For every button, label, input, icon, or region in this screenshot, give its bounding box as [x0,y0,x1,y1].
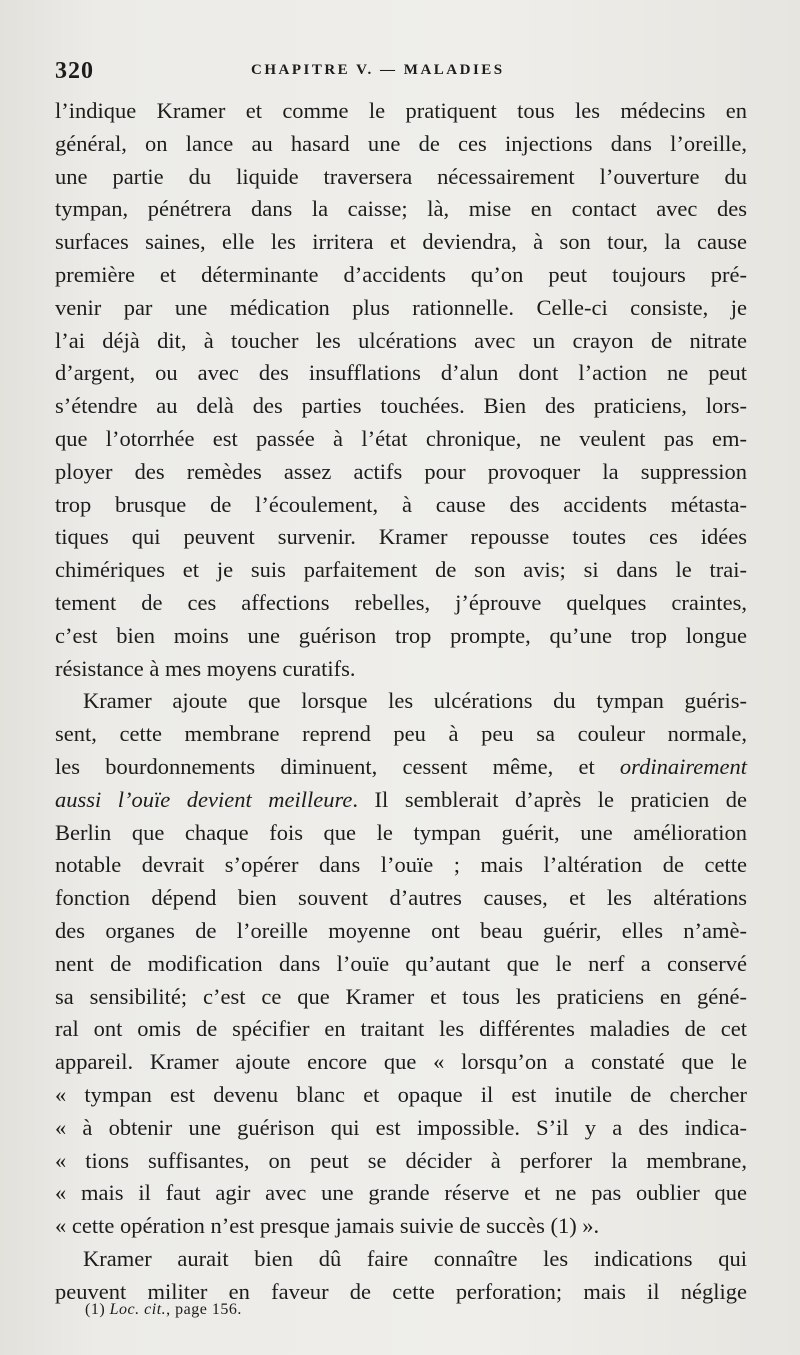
footnote-page-ref: , page 156. [166,1301,242,1318]
text-line: l’indique Kramer et comme le pratiquent tous les médecins en [55,98,747,123]
text-line: appareil. Kramer ajoute encore que « lorsqu’on a constaté que le [55,1049,747,1075]
body-text [55,95,747,1308]
text-line: sent, cette membrane reprend peu à peu sa couleur normale, [55,721,747,747]
footnote-citation: Loc. cit. [109,1301,167,1318]
text-line: Kramer aurait bien dû faire connaître les indications qui [83,1245,747,1271]
text-line: peuvent militer en faveur de cette perforation; mais il néglige [55,1278,747,1304]
text-line: que l’otorrhée est passée à l’état chronique, ne veulent pas em- [55,425,747,451]
text-line: c’est bien moins une guérison trop prompte, qu’une trop longue [55,622,747,648]
text-line-mixed [55,751,747,784]
text-segment: les bourdonnements diminuent, cessent même, et [55,753,620,779]
italic-phrase: aussi l’ouïe devient meilleure [55,786,353,812]
text-line: l’ai déjà dit, à toucher les ulcérations avec un crayon de nitrate [55,327,747,353]
text-line: « cette opération n’est presque jamais suivie de succès (1) ». [55,1213,600,1239]
text-line: fonction dépend bien souvent d’autres causes, et les altérations [55,885,747,911]
text-line: ployer des remèdes assez actifs pour provoquer la suppression [55,458,747,484]
footnote [85,1301,242,1319]
text-line: tement de ces affections rebelles, j’éprouve quelques craintes, [55,589,747,615]
text-line: tympan, pénétrera dans la caisse; là, mise en contact avec des [55,196,747,222]
text-line: sa sensibilité; c’est ce que Kramer et tous les praticiens en géné- [55,983,747,1009]
text-line: « mais il faut agir avec une grande réserve et ne pas oublier que [55,1180,747,1206]
text-line: première et déterminante d’accidents qu’on peut toujours pré- [55,261,747,287]
page-header [55,52,755,88]
text-line: « tympan est devenu blanc et opaque il est inutile de chercher [55,1081,747,1107]
text-line: notable devrait s’opérer dans l’ouïe ; mais l’altération de cette [55,852,747,878]
text-line: Berlin que chaque fois que le tympan guérit, une amélioration [55,819,747,845]
text-line: général, on lance au hasard une de ces injections dans l’oreille, [55,130,747,156]
footnote-marker: (1) [85,1301,106,1318]
italic-phrase: ordinairement [619,753,747,779]
text-line: des organes de l’oreille moyenne ont beau guérir, elles n’amè- [55,917,747,943]
text-line: résistance à mes moyens curatifs. [55,655,356,681]
text-line: surfaces saines, elle les irritera et deviendra, à son tour, la cause [55,229,747,255]
text-line: une partie du liquide traversera nécessairement l’ouverture du [55,163,747,189]
text-line: Kramer ajoute que lorsque les ulcérations du tympan guéris- [83,688,747,714]
text-line: chimériques et je suis parfaitement de son avis; si dans le trai- [55,557,747,583]
text-line: s’étendre au delà des parties touchées. Bien des praticiens, lors- [55,393,747,419]
text-line: tiques qui peuvent survenir. Kramer repousse toutes ces idées [55,524,747,550]
text-line: d’argent, ou avec des insufflations d’alun dont l’action ne peut [55,360,747,386]
text-line: venir par une médication plus rationnelle. Celle-ci consiste, je [55,294,747,320]
text-line: trop brusque de l’écoulement, à cause des accidents métasta- [55,491,747,517]
text-line-mixed [55,784,747,817]
page-number: 320 [55,58,94,84]
text-line: « à obtenir une guérison qui est impossible. S’il y a des indica- [55,1114,747,1140]
text-line: « tions suffisantes, on peut se décider à perforer la membrane, [55,1147,747,1173]
text-line: ral ont omis de spécifier en traitant les différentes maladies de cet [55,1016,747,1042]
text-line: nent de modification dans l’ouïe qu’autant que le nerf a conservé [55,950,747,976]
text-segment: . Il semblerait d’après le praticien de [352,786,747,812]
running-head: CHAPITRE V. — MALADIES [251,62,505,78]
